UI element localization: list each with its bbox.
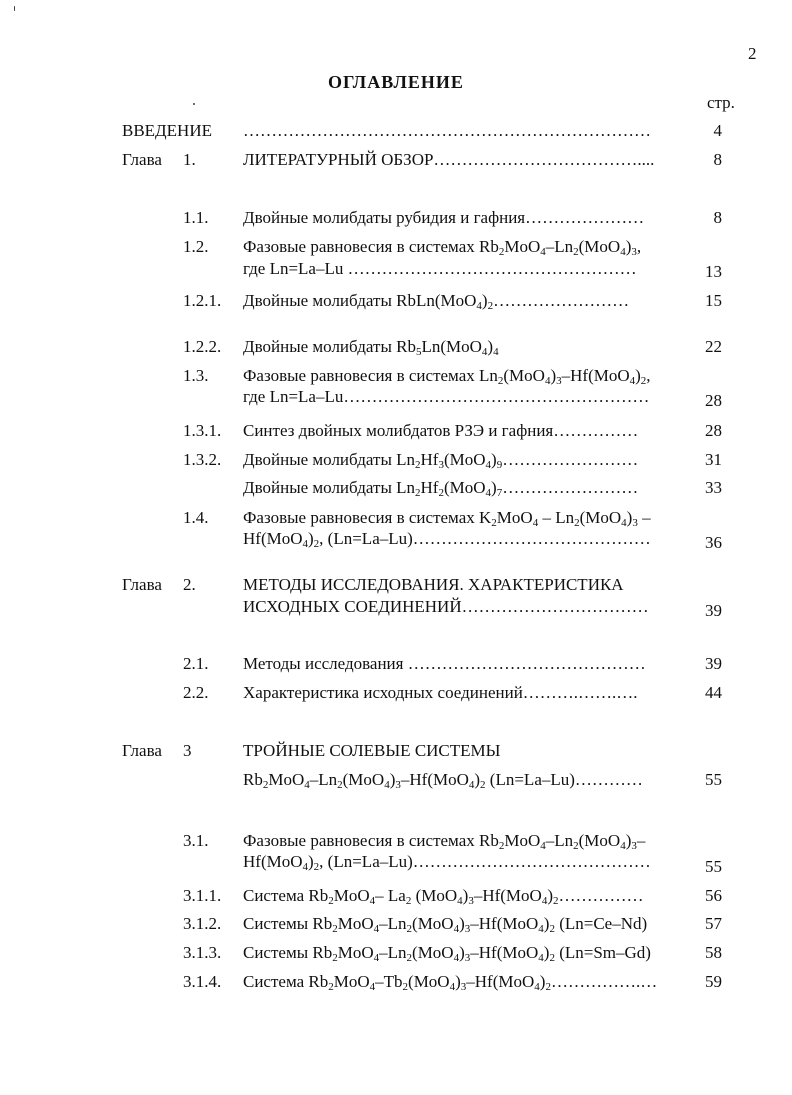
chapter-page: 55 (705, 770, 722, 789)
chapter-title: ЛИТЕРАТУРНЫЙ ОБЗОР……………………………….... (243, 150, 655, 169)
section-title: Двойные молибдаты $Rb_5Ln(MoO_4)_4$ (243, 337, 499, 358)
section-number: 1.3.1. (183, 421, 222, 440)
chapter-title-line2: ИСХОДНЫХ СОЕДИНЕНИЙ…………………………… (243, 597, 649, 616)
section-title-line1: Фазовые равновесия в системах $Rb_2MoO_4-Ln_2(MoO_4)_3-$ (243, 831, 646, 852)
section-page: 13 (705, 262, 722, 281)
section-page: 59 (705, 972, 722, 991)
chapter-title-line1: МЕТОДЫ ИССЛЕДОВАНИЯ. ХАРАКТЕРИСТИКА (243, 575, 624, 594)
chapter-page: 8 (713, 150, 722, 169)
section-title: Двойные молибдаты $RbLn(MoO_4)_2\dots\dots\dots\dots\dots\dots\dots\dots$ (243, 291, 630, 312)
section-title-line1: Фазовые равновесия в системах $K_2MoO_4 - Ln_2(MoO_4)_3$ – (243, 508, 651, 529)
section-title: Методы исследования …………………………………… (243, 654, 646, 673)
chapter-number: 1. (183, 150, 196, 169)
chapter-title-line1: ТРОЙНЫЕ СОЛЕВЫЕ СИСТЕМЫ (243, 741, 501, 760)
intro-dots: ……………………………………………………………… (243, 121, 651, 140)
section-title: Двойные молибдаты рубидия и гафния………………… (243, 208, 645, 227)
chapter-page: 39 (705, 601, 722, 620)
section-title-line2: $Hf(MoO_4)_2$, (Ln=La–Lu)…………………………………… (243, 852, 651, 873)
section-number: 2.2. (183, 683, 209, 702)
section-page: 28 (705, 391, 722, 410)
section-number: 1.2. (183, 237, 209, 256)
toc-title: ОГЛАВЛЕНИЕ (328, 72, 464, 92)
section-number: 2.1. (183, 654, 209, 673)
section-number: 1.3. (183, 366, 209, 385)
section-title: Системы $Rb_2MoO_4-Ln_2(MoO_4)_3-Hf(MoO_4)_2$ (Ln=Ce–Nd) (243, 914, 648, 935)
section-page: 31 (705, 450, 722, 469)
section-page: 33 (705, 478, 722, 497)
section-number: 1.4. (183, 508, 209, 527)
section-page: 39 (705, 654, 722, 673)
section-page: 55 (705, 857, 722, 876)
section-title: Двойные молибдаты $Ln_2Hf_2(MoO_4)_7\dots\dots\dots\dots\dots\dots\dots\dots$ (243, 478, 639, 499)
scan-mark (14, 6, 15, 11)
section-number: 3.1.4. (183, 972, 222, 991)
section-number: 1.2.1. (183, 291, 222, 310)
section-page: 57 (705, 914, 722, 933)
section-page: 44 (705, 683, 722, 702)
section-number: 3.1.2. (183, 914, 222, 933)
intro-label: ВВЕДЕНИЕ (122, 121, 212, 140)
section-page: 56 (705, 886, 722, 905)
section-number: 1.2.2. (183, 337, 222, 356)
chapter-word: Глава (122, 150, 162, 169)
section-number: 1.3.2. (183, 450, 222, 469)
section-number: 3.1.1. (183, 886, 222, 905)
section-title: Система $Rb_2MoO_4-$ $La_2$ $(MoO_4)_3-Hf(MoO_4)_2\dots\dots\dots\dots\dots$ (243, 886, 644, 907)
chapter-word: Глава (122, 741, 162, 760)
section-title-line1: Фазовые равновесия в системах $Ln_2(MoO_4)_3-Hf(MoO_4)_2$, (243, 366, 651, 387)
section-page: 8 (713, 208, 722, 227)
pages-column-label: стр. (707, 93, 735, 112)
scan-mark (193, 103, 195, 105)
section-page: 15 (705, 291, 722, 310)
chapter-number: 3 (183, 741, 192, 760)
section-title: Двойные молибдаты $Ln_2Hf_3(MoO_4)_9\dots\dots\dots\dots\dots\dots\dots\dots$ (243, 450, 639, 471)
section-title: Синтез двойных молибдатов РЗЭ и гафния…………… (243, 421, 639, 440)
page-number: 2 (748, 44, 757, 63)
chapter-word: Глава (122, 575, 162, 594)
section-page: 28 (705, 421, 722, 440)
intro-page: 4 (713, 121, 722, 140)
section-title: Система $Rb_2MoO_4-Tb_2(MoO_4)_3-Hf(MoO_4)_2\dots\dots\dots\dots\dots.\dots$ (243, 972, 658, 993)
section-page: 58 (705, 943, 722, 962)
section-number: 3.1. (183, 831, 209, 850)
section-page: 36 (705, 533, 722, 552)
section-title: Характеристика исходных соединений……….…….…. (243, 683, 638, 702)
section-title: Системы $Rb_2MoO_4-Ln_2(MoO_4)_3-Hf(MoO_4)_2$ (Ln=Sm–Gd) (243, 943, 651, 964)
section-title-line2: $Hf(MoO_4)_2$, (Ln=La–Lu)…………………………………… (243, 529, 651, 550)
section-number: 3.1.3. (183, 943, 222, 962)
section-page: 22 (705, 337, 722, 356)
chapter-number: 2. (183, 575, 196, 594)
section-title-line1: Фазовые равновесия в системах $Rb_2MoO_4-Ln_2(MoO_4)_3$, (243, 237, 642, 258)
chapter-title-line2: $Rb_2MoO_4-Ln_2(MoO_4)_3-Hf(MoO_4)_2$ (Ln=La–Lu)………… (243, 770, 643, 791)
section-title-line2: где Ln=La–Lu …………………………………………… (243, 259, 637, 278)
section-number: 1.1. (183, 208, 209, 227)
section-title-line2: где Ln=La–Lu……………………………………………… (243, 387, 650, 406)
